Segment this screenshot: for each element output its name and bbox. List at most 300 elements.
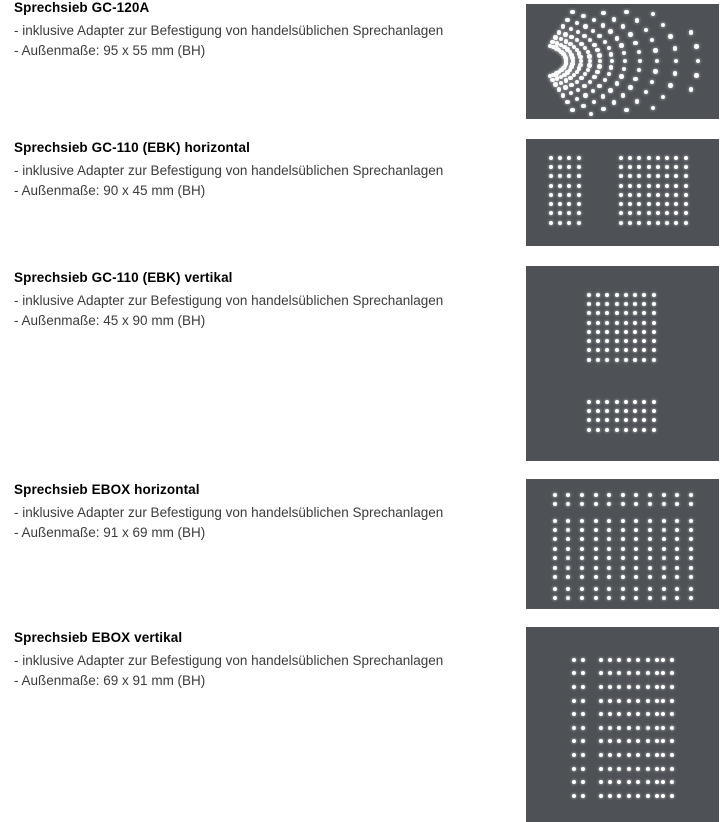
hole [580, 519, 584, 523]
hole [599, 739, 603, 743]
hole [634, 566, 638, 570]
hole [572, 699, 576, 703]
hole [661, 23, 665, 27]
hole [662, 537, 666, 541]
hole [624, 339, 628, 343]
hole [624, 302, 628, 306]
hole [549, 193, 553, 197]
hole [619, 74, 623, 78]
hole [647, 202, 651, 206]
hole [568, 76, 572, 80]
hole [572, 712, 576, 716]
product-title: Sprechsieb GC-120A [14, 0, 150, 15]
hole [675, 547, 679, 551]
hole [648, 575, 652, 579]
hole [648, 528, 652, 532]
hole [607, 528, 611, 532]
hole [689, 30, 693, 34]
hole [646, 767, 650, 771]
sunburst-hole-pattern [526, 4, 719, 119]
hole [662, 519, 666, 523]
hole [624, 409, 628, 413]
hole [566, 528, 570, 532]
hole [567, 174, 571, 178]
hole [596, 400, 600, 404]
hole [694, 73, 698, 77]
hole [603, 40, 607, 44]
hole [596, 293, 600, 297]
hole [624, 400, 628, 404]
hole [572, 753, 576, 757]
hole [636, 739, 640, 743]
hole [621, 519, 625, 523]
hole [605, 409, 609, 413]
hole [674, 59, 678, 63]
hole [637, 184, 641, 188]
hole [570, 10, 574, 14]
hole [637, 68, 641, 72]
hole [665, 156, 669, 160]
hole [558, 202, 562, 206]
hole [661, 712, 665, 716]
hole [634, 547, 638, 551]
hole [662, 556, 666, 560]
hole [637, 202, 641, 206]
hole [582, 84, 586, 88]
hole [569, 27, 573, 31]
hole [668, 83, 672, 87]
hole [633, 358, 637, 362]
hole [605, 293, 609, 297]
hole [561, 24, 565, 28]
hole [615, 400, 619, 404]
hole [605, 358, 609, 362]
hole [650, 80, 654, 84]
hole [607, 72, 611, 76]
hole [675, 556, 679, 560]
hole [636, 699, 640, 703]
hole [549, 211, 553, 215]
hole [581, 658, 585, 662]
hole [670, 712, 674, 716]
hole [652, 348, 656, 352]
hole [607, 587, 611, 591]
hole [599, 794, 603, 798]
hole [650, 38, 654, 42]
hole [670, 685, 674, 689]
hole [656, 184, 660, 188]
hole [661, 794, 665, 798]
hole [580, 528, 584, 532]
hole [662, 528, 666, 532]
hole [608, 671, 612, 675]
hole [596, 302, 600, 306]
hole [652, 311, 656, 315]
hole [597, 64, 601, 68]
hole [587, 302, 591, 306]
hole [615, 36, 619, 40]
hole [642, 418, 646, 422]
hole [647, 165, 651, 169]
hole [634, 537, 638, 541]
hole [655, 59, 659, 63]
hole [581, 712, 585, 716]
hole [581, 767, 585, 771]
hole [648, 537, 652, 541]
hole [665, 165, 669, 169]
hole [689, 537, 693, 541]
hole [605, 330, 609, 334]
hole [621, 493, 625, 497]
hole [633, 293, 637, 297]
hole [563, 85, 567, 89]
hole [627, 671, 631, 675]
hole [646, 671, 650, 675]
hole [559, 81, 563, 85]
hole [617, 671, 621, 675]
hole [689, 502, 693, 506]
hole [572, 780, 576, 784]
hole [605, 311, 609, 315]
hole [634, 587, 638, 591]
hole [570, 108, 574, 112]
hole [642, 409, 646, 413]
hole [689, 587, 693, 591]
hole [622, 67, 626, 71]
hole [575, 80, 579, 84]
hole [615, 418, 619, 422]
hole [648, 596, 652, 600]
hole [567, 221, 571, 225]
hole-grid-upper-grid [584, 290, 658, 364]
product-dimension-line: - Außenmaße: 69 x 91 mm (BH) [14, 673, 206, 688]
hole [656, 202, 660, 206]
hole [594, 556, 598, 560]
hole [624, 428, 628, 432]
hole [670, 658, 674, 662]
hole [587, 339, 591, 343]
hole [634, 575, 638, 579]
hole [647, 221, 651, 225]
hole [617, 699, 621, 703]
hole [615, 358, 619, 362]
hole [567, 202, 571, 206]
hole [615, 339, 619, 343]
hole [648, 502, 652, 506]
hole-grid-lower-grid [584, 397, 658, 434]
hole [581, 739, 585, 743]
hole [599, 767, 603, 771]
hole [689, 575, 693, 579]
product-dimension-line: - Außenmaße: 91 x 69 mm (BH) [14, 525, 206, 540]
hole-grid-middle-band [548, 516, 698, 582]
hole-grid-top-band [548, 490, 698, 509]
hole [627, 712, 631, 716]
hole [619, 165, 623, 169]
hole [553, 587, 557, 591]
hole [567, 211, 571, 215]
hole [634, 502, 638, 506]
hole [689, 528, 693, 532]
hole [661, 685, 665, 689]
hole [580, 537, 584, 541]
product-title: Sprechsieb GC-110 (EBK) horizontal [14, 140, 250, 155]
hole [633, 409, 637, 413]
hole [651, 106, 655, 110]
hole [608, 712, 612, 716]
hole [624, 311, 628, 315]
hole [577, 202, 581, 206]
hole [633, 428, 637, 432]
hole [608, 726, 612, 730]
hole [615, 311, 619, 315]
hole [624, 330, 628, 334]
hole [576, 30, 580, 34]
hole [605, 339, 609, 343]
hole [608, 794, 612, 798]
hole [564, 78, 568, 82]
hole [596, 409, 600, 413]
hole [610, 59, 614, 63]
hole [637, 50, 641, 54]
hole [592, 100, 596, 104]
product-text-block [14, 0, 514, 61]
hole [661, 671, 665, 675]
hole [588, 80, 592, 84]
hole [608, 658, 612, 662]
hole [665, 202, 669, 206]
hole [615, 321, 619, 325]
hole [582, 34, 586, 38]
product-image-ebox-vertikal [526, 627, 719, 822]
hole [581, 794, 585, 798]
hole [636, 753, 640, 757]
hole [594, 596, 598, 600]
hole [572, 739, 576, 743]
hole [601, 11, 605, 15]
hole [623, 59, 627, 63]
hole [549, 156, 553, 160]
hole [627, 726, 631, 730]
hole [646, 726, 650, 730]
hole [627, 739, 631, 743]
hole-grid-right-grid [616, 153, 690, 227]
hole [635, 18, 639, 22]
product-text-block [14, 140, 514, 201]
hole [646, 699, 650, 703]
hole [648, 587, 652, 591]
hole [580, 502, 584, 506]
hole [642, 339, 646, 343]
product-dimension-line: - Außenmaße: 95 x 55 mm (BH) [14, 43, 206, 58]
hole [636, 658, 640, 662]
hole [607, 493, 611, 497]
hole [619, 174, 623, 178]
hole [567, 193, 571, 197]
hole [661, 739, 665, 743]
hole [595, 70, 599, 74]
hole [566, 537, 570, 541]
hole [565, 18, 569, 22]
hole [605, 418, 609, 422]
hole [652, 330, 656, 334]
product-feature-line: - inklusive Adapter zur Befestigung von handelsüblichen Sprechanlagen [14, 293, 444, 308]
product-feature-line: - inklusive Adapter zur Befestigung von handelsüblichen Sprechanlagen [14, 653, 444, 668]
hole [674, 174, 678, 178]
hole [569, 91, 573, 95]
hole [642, 321, 646, 325]
hole [567, 156, 571, 160]
hole [576, 88, 580, 92]
hole [617, 794, 621, 798]
hole [572, 658, 576, 662]
hole [558, 221, 562, 225]
hole [633, 348, 637, 352]
hole [636, 726, 640, 730]
product-text-block [14, 482, 514, 543]
hole [673, 46, 677, 50]
hole [599, 699, 603, 703]
hole [594, 575, 598, 579]
hole [601, 94, 605, 98]
hole [661, 767, 665, 771]
hole [587, 348, 591, 352]
hole [594, 528, 598, 532]
hole [696, 59, 700, 63]
hole [634, 556, 638, 560]
hole [617, 685, 621, 689]
hole [553, 596, 557, 600]
hole [675, 566, 679, 570]
hole [553, 556, 557, 560]
hole [647, 156, 651, 160]
hole [557, 87, 561, 91]
hole [621, 24, 625, 28]
hole [553, 566, 557, 570]
hole [634, 493, 638, 497]
hole [597, 84, 601, 88]
hole [594, 587, 598, 591]
hole [553, 82, 557, 86]
hole [581, 726, 585, 730]
hole [674, 156, 678, 160]
hole [628, 165, 632, 169]
hole [694, 44, 698, 48]
hole-grid-left-band [569, 653, 588, 803]
hole [607, 596, 611, 600]
hole [648, 519, 652, 523]
hole [689, 87, 693, 91]
hole [689, 566, 693, 570]
hole [599, 726, 603, 730]
hole [636, 685, 640, 689]
hole [656, 156, 660, 160]
hole [609, 52, 613, 56]
hole [652, 293, 656, 297]
hole [553, 537, 557, 541]
hole [627, 658, 631, 662]
hole [661, 699, 665, 703]
hole [647, 174, 651, 178]
hole [617, 739, 621, 743]
hole [674, 184, 678, 188]
hole [689, 556, 693, 560]
hole [634, 519, 638, 523]
hole [608, 753, 612, 757]
hole [601, 23, 605, 27]
hole [684, 174, 688, 178]
hole [566, 519, 570, 523]
hole [615, 348, 619, 352]
hole [597, 53, 601, 57]
hole [580, 556, 584, 560]
hole [656, 221, 660, 225]
hole [607, 575, 611, 579]
hole [588, 38, 592, 42]
hole [605, 428, 609, 432]
hole [621, 528, 625, 532]
hole [624, 321, 628, 325]
hole [596, 321, 600, 325]
hole [596, 358, 600, 362]
hole [581, 685, 585, 689]
hole [633, 77, 637, 81]
hole [583, 24, 587, 28]
hole [662, 587, 666, 591]
hole [566, 502, 570, 506]
hole [675, 575, 679, 579]
hole [621, 575, 625, 579]
hole [684, 165, 688, 169]
hole [577, 184, 581, 188]
hole [599, 780, 603, 784]
hole [684, 184, 688, 188]
hole [615, 302, 619, 306]
hole [656, 174, 660, 178]
hole-grid-center-band [596, 653, 662, 803]
hole [656, 165, 660, 169]
hole [549, 174, 553, 178]
hole [612, 100, 616, 104]
hole [648, 493, 652, 497]
hole [627, 699, 631, 703]
hole [633, 339, 637, 343]
hole [581, 699, 585, 703]
hole [569, 35, 573, 39]
hole [607, 537, 611, 541]
hole [624, 293, 628, 297]
hole [549, 202, 553, 206]
hole [587, 409, 591, 413]
hole [596, 339, 600, 343]
hole [656, 193, 660, 197]
hole [572, 726, 576, 730]
hole [617, 726, 621, 730]
hole [589, 112, 593, 116]
hole [633, 311, 637, 315]
hole [598, 59, 602, 63]
hole [553, 528, 557, 532]
hole [592, 75, 596, 79]
hole [572, 685, 576, 689]
hole [580, 493, 584, 497]
hole [596, 330, 600, 334]
hole [684, 221, 688, 225]
hole [665, 193, 669, 197]
hole [605, 400, 609, 404]
hole [577, 211, 581, 215]
hole [648, 547, 652, 551]
